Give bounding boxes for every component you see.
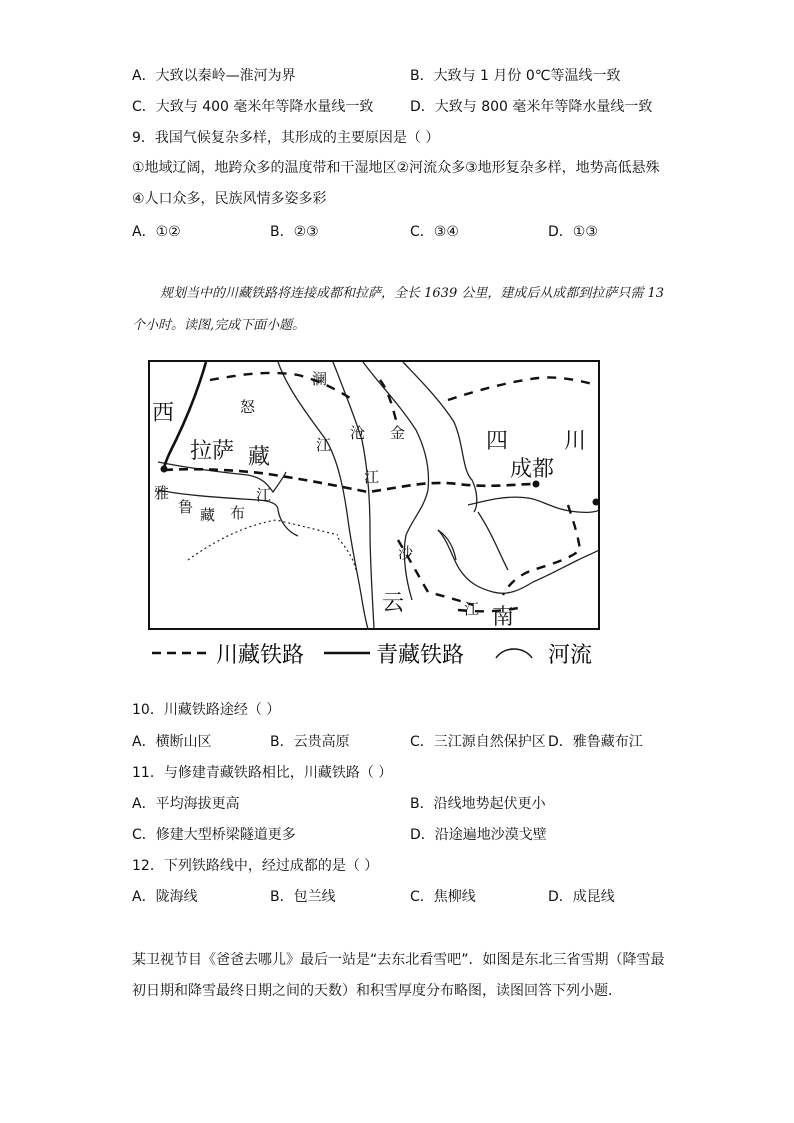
label-yun: 云 (382, 591, 405, 616)
lasa-point (161, 466, 168, 473)
legend-river-label: 河流 (548, 643, 593, 668)
label-jin: 金 (390, 424, 406, 442)
q12-option-d: D．成昆线 (548, 889, 615, 905)
q8-option-a: A．大致以秦岭—淮河为界 (132, 68, 296, 84)
q8-option-d: D．大致与 800 毫米年等降水量线一致 (410, 99, 653, 115)
q10-stem: 10．川藏铁路途经（ ） (132, 702, 281, 718)
q12-stem: 12．下列铁路线中，经过成都的是（ ） (132, 858, 379, 874)
legend-river-icon (496, 649, 532, 658)
q11-stem: 11．与修建青藏铁路相比，川藏铁路（ ） (132, 765, 393, 781)
q9-option-d: D．①③ (548, 224, 598, 240)
label-bu: 布 (230, 504, 246, 522)
q12-option-c: C．焦柳线 (410, 889, 476, 905)
q10-option-d: D．雅鲁藏布江 (548, 734, 643, 750)
label-jiang2: 江 (364, 468, 380, 486)
q11-option-d: D．沿途遍地沙漠戈壁 (410, 827, 547, 843)
snow-passage-intro: 某卫视节目《爸爸去哪儿》最后一站是“去东北看雪吧”．如图是东北三省雪期（降雪最初日期和降雪最终日期之间的天数）和积雪厚度分布略图，读图回答下列小题． (132, 952, 665, 999)
sichuan-tibet-railway-map (148, 360, 600, 670)
label-jiang3: 江 (256, 486, 272, 504)
legend-qingzang-label: 青藏铁路 (376, 643, 465, 668)
q10-option-c: C．三江源自然保护区 (410, 734, 546, 750)
q12-option-b: B．包兰线 (270, 889, 336, 905)
q9-stem: 9．我国气候复杂多样，其形成的主要原因是（ ） (132, 130, 440, 146)
label-lasa: 拉萨 (190, 439, 235, 464)
q10-option-a: A．横断山区 (132, 734, 212, 750)
label-lan: 澜 (312, 370, 328, 388)
label-ya: 雅 (154, 484, 170, 502)
label-chuan: 川 (564, 429, 587, 454)
label-zang2: 藏 (200, 506, 216, 524)
q9-option-a: A．①② (132, 224, 181, 240)
map-intro: 规划当中的川藏铁路将连接成都和拉萨，全长 1639 公里，建成后从成都到拉萨只需 13 个小时。读图,完成下面小题。 (132, 286, 665, 333)
q9-option-c: C．③④ (410, 224, 459, 240)
label-jiang1: 江 (316, 436, 332, 454)
label-sha: 沙 (398, 544, 414, 562)
label-si: 四 (486, 429, 509, 454)
map-frame (149, 361, 599, 629)
q11-option-c: C．修建大型桥梁隧道更多 (132, 827, 296, 843)
legend-chuanzang-label: 川藏铁路 (216, 643, 305, 668)
label-chengdu: 成都 (510, 457, 555, 482)
q8-option-c: C．大致与 400 毫米年等降水量线一致 (132, 99, 374, 115)
q9-statements: ①地域辽阔，地跨众多的温度带和干湿地区②河流众多③地形复杂多样，地势高低悬殊④人口众多，民族风情多姿多彩 (132, 160, 660, 207)
label-lu: 鲁 (178, 498, 194, 516)
label-jiang4: 江 (464, 600, 480, 618)
label-nan: 南 (492, 605, 515, 630)
label-xi: 西 (152, 401, 175, 426)
q11-option-a: A．平均海拔更高 (132, 796, 240, 812)
east-point (593, 499, 600, 506)
q8-option-b: B．大致与 1 月份 0℃等温线一致 (410, 68, 621, 84)
label-nu: 怒 (240, 398, 256, 416)
q9-option-b: B．②③ (270, 224, 319, 240)
label-zang: 藏 (248, 445, 271, 470)
q12-option-a: A．陇海线 (132, 889, 198, 905)
label-cang: 沧 (350, 424, 366, 442)
q10-option-b: B．云贵高原 (270, 734, 350, 750)
q11-option-b: B．沿线地势起伏更小 (410, 796, 546, 812)
